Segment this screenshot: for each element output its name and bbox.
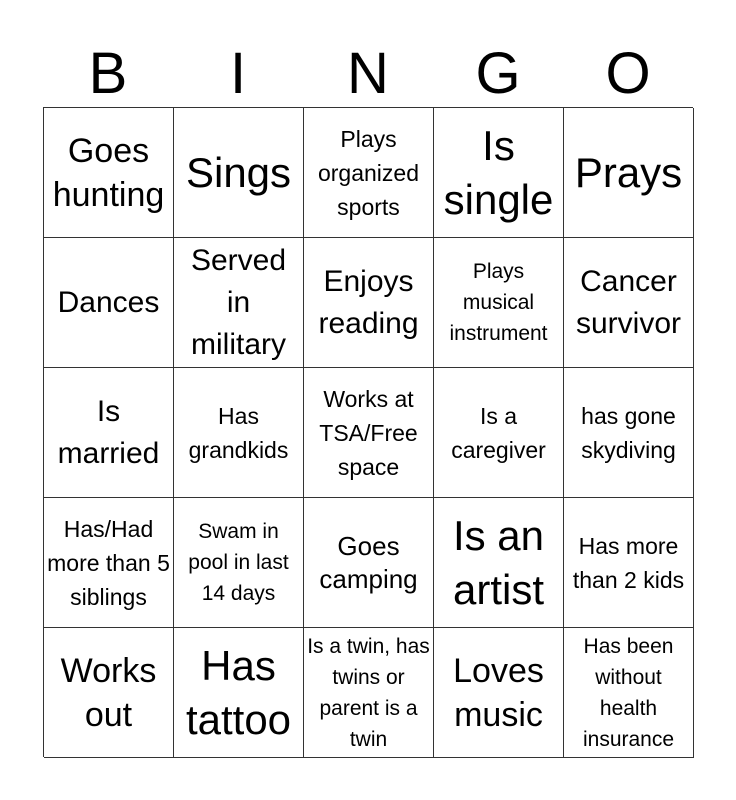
bingo-cell[interactable] — [44, 368, 174, 498]
cell-text: Prays — [574, 148, 683, 196]
bingo-cell[interactable] — [564, 368, 694, 498]
bingo-cell[interactable] — [434, 368, 564, 498]
bingo-cell[interactable] — [434, 628, 564, 758]
cell-text: Goes hunting — [52, 131, 165, 214]
bingo-cell[interactable] — [174, 108, 304, 238]
bingo-cell[interactable] — [304, 108, 434, 238]
cell-text: has gone skydiving — [581, 402, 676, 463]
bingo-grid — [43, 107, 693, 757]
cell-text: Loves music — [453, 651, 544, 734]
cell-text: Has tattoo — [185, 641, 292, 743]
cell-text: Cancer survivor — [575, 264, 681, 340]
cell-text: Has more than 2 kids — [572, 532, 685, 593]
bingo-cell[interactable] — [174, 628, 304, 758]
bingo-cell[interactable] — [304, 628, 434, 758]
cell-text: Has/Had more than 5 siblings — [47, 515, 170, 610]
header-letter-b: B — [88, 41, 128, 106]
bingo-cell[interactable] — [304, 498, 434, 628]
bingo-cell[interactable] — [44, 628, 174, 758]
bingo-cell[interactable] — [564, 498, 694, 628]
cell-text: Works at TSA/Free space — [319, 385, 418, 480]
bingo-cell[interactable] — [564, 238, 694, 368]
cell-text: Is a caregiver — [451, 402, 546, 463]
cell-text: Is married — [57, 394, 160, 470]
bingo-cell[interactable] — [304, 368, 434, 498]
cell-text: Is a twin, has twins or parent is a twin — [307, 634, 430, 751]
cell-text: Has grandkids — [188, 402, 289, 463]
cell-text: Goes camping — [319, 530, 418, 594]
bingo-cell[interactable] — [44, 108, 174, 238]
cell-text: Is an artist — [452, 511, 545, 613]
cell-text: Sings — [185, 148, 292, 196]
header-letter-i: I — [229, 41, 247, 106]
bingo-cell[interactable] — [434, 108, 564, 238]
bingo-cell[interactable] — [174, 238, 304, 368]
bingo-cell[interactable] — [564, 108, 694, 238]
cell-text: Plays organized sports — [317, 125, 420, 220]
cell-text: Works out — [60, 651, 157, 734]
bingo-cell[interactable] — [434, 498, 564, 628]
cell-text: Plays musical instrument — [449, 260, 548, 345]
header-letter-o: O — [605, 41, 651, 106]
cell-text: Swam in pool in last 14 days — [188, 520, 289, 605]
cell-text: Is single — [443, 121, 554, 223]
bingo-cell[interactable] — [44, 238, 174, 368]
cell-text: Has been without health insurance — [582, 634, 675, 751]
bingo-cell[interactable] — [44, 498, 174, 628]
header-letter-g: G — [475, 41, 521, 106]
cell-text: Enjoys reading — [318, 264, 419, 340]
cell-text: Dances — [57, 285, 160, 319]
bingo-cell[interactable] — [174, 368, 304, 498]
bingo-cell[interactable] — [174, 498, 304, 628]
bingo-cell[interactable] — [304, 238, 434, 368]
cell-text: Served in military — [190, 243, 287, 361]
bingo-header — [43, 40, 693, 108]
header-letter-n: N — [347, 41, 389, 106]
bingo-cell[interactable] — [434, 238, 564, 368]
bingo-cell[interactable] — [564, 628, 694, 758]
